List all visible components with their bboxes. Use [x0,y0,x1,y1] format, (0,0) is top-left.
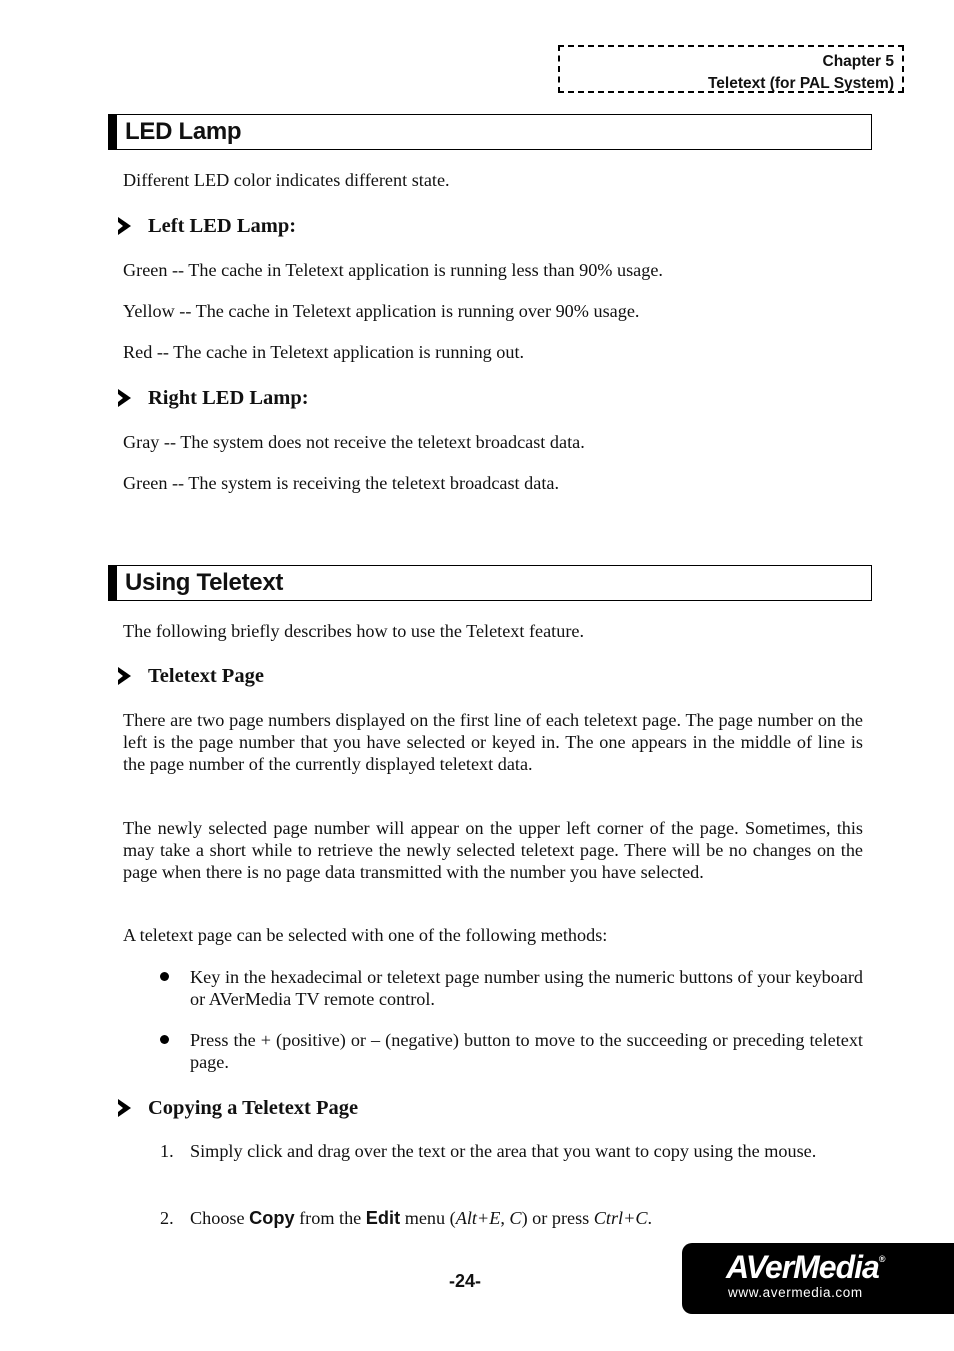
step-number: 1. [160,1141,174,1161]
subheading-left-led: Left LED Lamp: [118,213,296,239]
step-1-text: Simply click and drag over the text or the area that you want to copy using the mouse. [190,1141,817,1161]
shortcut-c: C [509,1208,522,1228]
subheading-copying-page: Copying a Teletext Page [118,1095,358,1121]
teletext-page-para-1: There are two page numbers displayed on the first line of each teletext page. The page number on the left is the page number that you have selected or keyed in. The one appears in the middle of line is the page number of the currently displayed teletext data. [123,710,863,774]
left-led-green: Green -- The cache in Teletext application is running less than 90% usage. [123,260,663,280]
step-number: 2. [160,1208,174,1228]
list-item: Press the + (positive) or – (negative) button to move to the succeeding or preceding teletext page. [190,1030,863,1072]
left-led-red: Red -- The cache in Teletext application is running out. [123,342,525,362]
section-title: Using Teletext [125,569,284,596]
page-number: -24- [448,1271,481,1291]
arrow-icon [118,217,131,235]
subheading-teletext-page: Teletext Page [118,663,264,689]
using-intro: The following briefly describes how to use the Teletext feature. [123,621,585,641]
arrow-icon [118,1099,131,1117]
led-intro: Different LED color indicates different state. [123,170,450,190]
chapter-number: Chapter 5 [822,53,894,70]
teletext-page-para-2: The newly selected page number will appear on the upper left corner of the page. Sometimes, this may take a short while to retrieve the newly selected teletext page. There will be no changes on the page when there is no page data transmitted with the number you have selected. [123,818,863,882]
edit-menu-name: Edit [365,1208,401,1228]
logo-url: www.avermedia.com [728,1285,863,1300]
right-led-gray: Gray -- The system does not receive the teletext broadcast data. [123,432,585,452]
shortcut-ctrl-c: Ctrl+C [593,1208,648,1228]
shortcut-alt-e: Alt+E [455,1208,501,1228]
step-2-text: Choose Copy from the Edit menu (Alt+E, C) or press Ctrl+C. [190,1208,653,1228]
copy-command: Copy [249,1208,295,1228]
bullet-icon [160,972,169,981]
section-header-using-teletext [108,565,872,601]
teletext-page-para-3: A teletext page can be selected with one of the following methods: [123,925,608,945]
left-led-yellow: Yellow -- The cache in Teletext application is running over 90% usage. [123,301,640,321]
bullet-icon [160,1035,169,1044]
section-title: LED Lamp [125,118,242,145]
section-header-led-lamp [108,114,872,150]
right-led-green: Green -- The system is receiving the teletext broadcast data. [123,473,559,493]
arrow-icon [118,667,131,685]
logo-wordmark: AVerMedia® [726,1249,885,1285]
arrow-icon [118,389,131,407]
chapter-header [558,45,904,93]
subheading-right-led: Right LED Lamp: [118,385,309,411]
avermedia-logo [682,1243,954,1314]
list-item: Key in the hexadecimal or teletext page number using the numeric buttons of your keyboard or AVerMedia TV remote control. [190,967,863,1009]
chapter-title: Teletext (for PAL System) [707,75,894,92]
